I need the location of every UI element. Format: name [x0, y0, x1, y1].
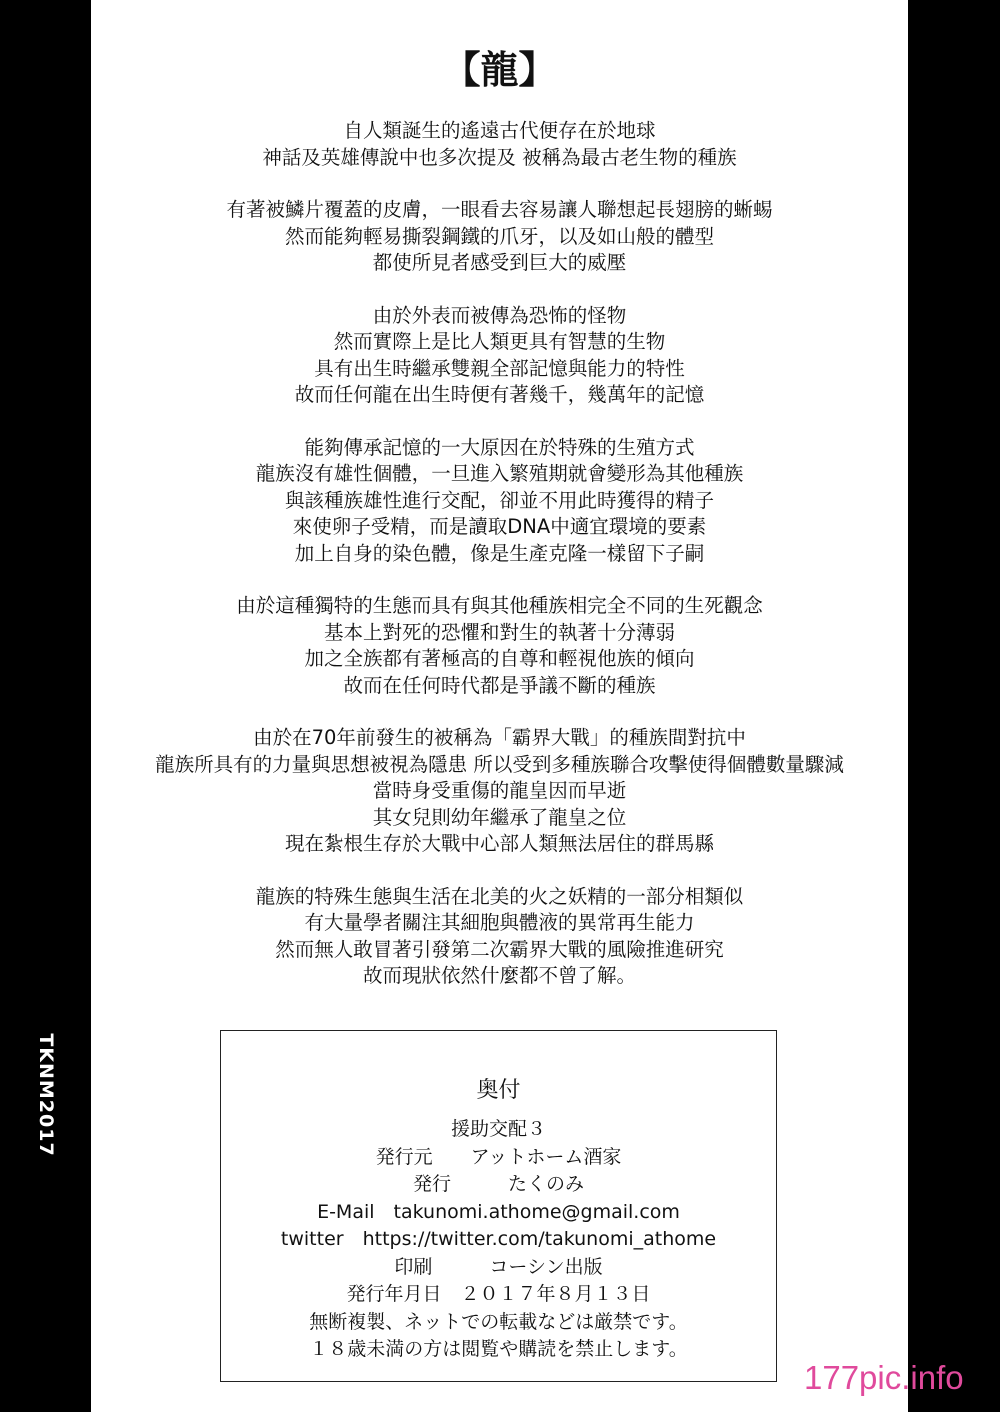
- text-line: 故而現狀依然什麼都不曾了解。: [362, 964, 636, 987]
- text-line: 當時身受重傷的龍皇因而早逝: [372, 779, 627, 802]
- paragraph-5: [91, 593, 908, 699]
- text-line: 能夠傳承記憶的一大原因在於特殊的生殖方式: [304, 435, 695, 459]
- colophon-lines: [221, 1116, 776, 1364]
- text-line: 加之全族都有著極高的自尊和輕視他族的傾向: [304, 647, 695, 670]
- text-line: 現在紮根生存於大戰中心部人類無法居住的群馬縣: [284, 832, 714, 855]
- text-line: 然而能夠輕易撕裂鋼鐵的爪牙，以及如山般的體型: [284, 224, 714, 248]
- colophon-book-title: 援助交配３: [450, 1118, 546, 1140]
- paragraph-6: [91, 725, 908, 858]
- text-line: 都使所見者感受到巨大的威壓: [372, 251, 627, 274]
- text-line: 然而實際上是比人類更具有智慧的生物: [333, 330, 666, 353]
- colophon-date: 発行年月日 ２０１７年８月１３日: [346, 1283, 651, 1305]
- page-content: [91, 0, 908, 1412]
- right-black-bar: [908, 0, 1000, 1412]
- text-line: 與該種族雄性進行交配，卻並不用此時獲得的精子: [284, 488, 714, 512]
- body-text: [91, 118, 908, 1016]
- colophon-email: E-Mail takunomi.athome@gmail.com: [317, 1200, 680, 1223]
- text-line: 龍族的特殊生態與生活在北美的火之妖精的一部分相類似: [255, 884, 744, 908]
- text-line: 故而在任何時代都是爭議不斷的種族: [343, 673, 656, 697]
- text-line: 龍族所具有的力量與思想被視為隱患 所以受到多種族聯合攻擊使得個體數量驟減: [155, 752, 844, 776]
- paragraph-1: [91, 118, 908, 171]
- colophon-title: 奥付: [476, 1078, 521, 1103]
- paragraph-3: [91, 303, 908, 409]
- text-line: 加上自身的染色體，像是生產克隆一樣留下子嗣: [294, 541, 705, 565]
- colophon-age-notice: １８歳未満の方は閲覧や購読を禁止します。: [309, 1338, 688, 1360]
- text-line: 龍族沒有雄性個體，一旦進入繁殖期就會變形為其他種族: [255, 462, 744, 485]
- paragraph-4: [91, 435, 908, 568]
- text-line: 神話及英雄傳說中也多次提及 被稱為最古老生物的種族: [262, 145, 737, 169]
- text-line: 來使卵子受精，而是讀取DNA中適宜環境的要素: [292, 515, 707, 538]
- colophon-publisher: 発行元 アットホーム酒家: [375, 1145, 622, 1168]
- text-line: 其女兒則幼年繼承了龍皇之位: [372, 805, 627, 829]
- colophon-copy-notice: 無断複製、ネットでの転載などは厳禁です。: [309, 1310, 688, 1333]
- paragraph-2: [91, 197, 908, 277]
- colophon-box: [220, 1030, 777, 1382]
- text-line: 具有出生時繼承雙親全部記憶與能力的特性: [314, 356, 685, 380]
- text-line: 由於外表而被傳為恐怖的怪物: [372, 303, 627, 327]
- paragraph-7: [91, 884, 908, 990]
- text-line: 基本上對死的恐懼和對生的執著十分薄弱: [323, 620, 675, 644]
- text-line: 由於在70年前發生的被稱為「霸界大戰」的種族間對抗中: [253, 726, 746, 749]
- page-title: 【龍】: [442, 48, 557, 92]
- text-line: 自人類誕生的遙遠古代便存在於地球: [343, 119, 656, 142]
- left-black-bar: [0, 0, 91, 1412]
- side-tag: TKNM2017: [35, 1033, 57, 1157]
- colophon-printer: 印刷 コーシン出版: [394, 1255, 603, 1278]
- colophon-issuer: 発行 たくのみ: [412, 1173, 584, 1195]
- text-line: 然而無人敢冒著引發第二次霸界大戰的風險推進研究: [275, 937, 724, 961]
- text-line: 有著被鱗片覆蓋的皮膚，一眼看去容易讓人聯想起長翅膀的蜥蜴: [226, 198, 773, 221]
- watermark: 177pic.info: [804, 1359, 964, 1396]
- text-line: 有大量學者關注其細胞與體液的異常再生能力: [304, 911, 695, 934]
- text-line: 故而任何龍在出生時便有著幾千，幾萬年的記憶: [294, 383, 705, 406]
- text-line: 由於這種獨特的生態而具有與其他種族相完全不同的生死觀念: [236, 594, 763, 617]
- colophon-twitter: twitter https://twitter.com/takunomi_athome: [280, 1228, 717, 1250]
